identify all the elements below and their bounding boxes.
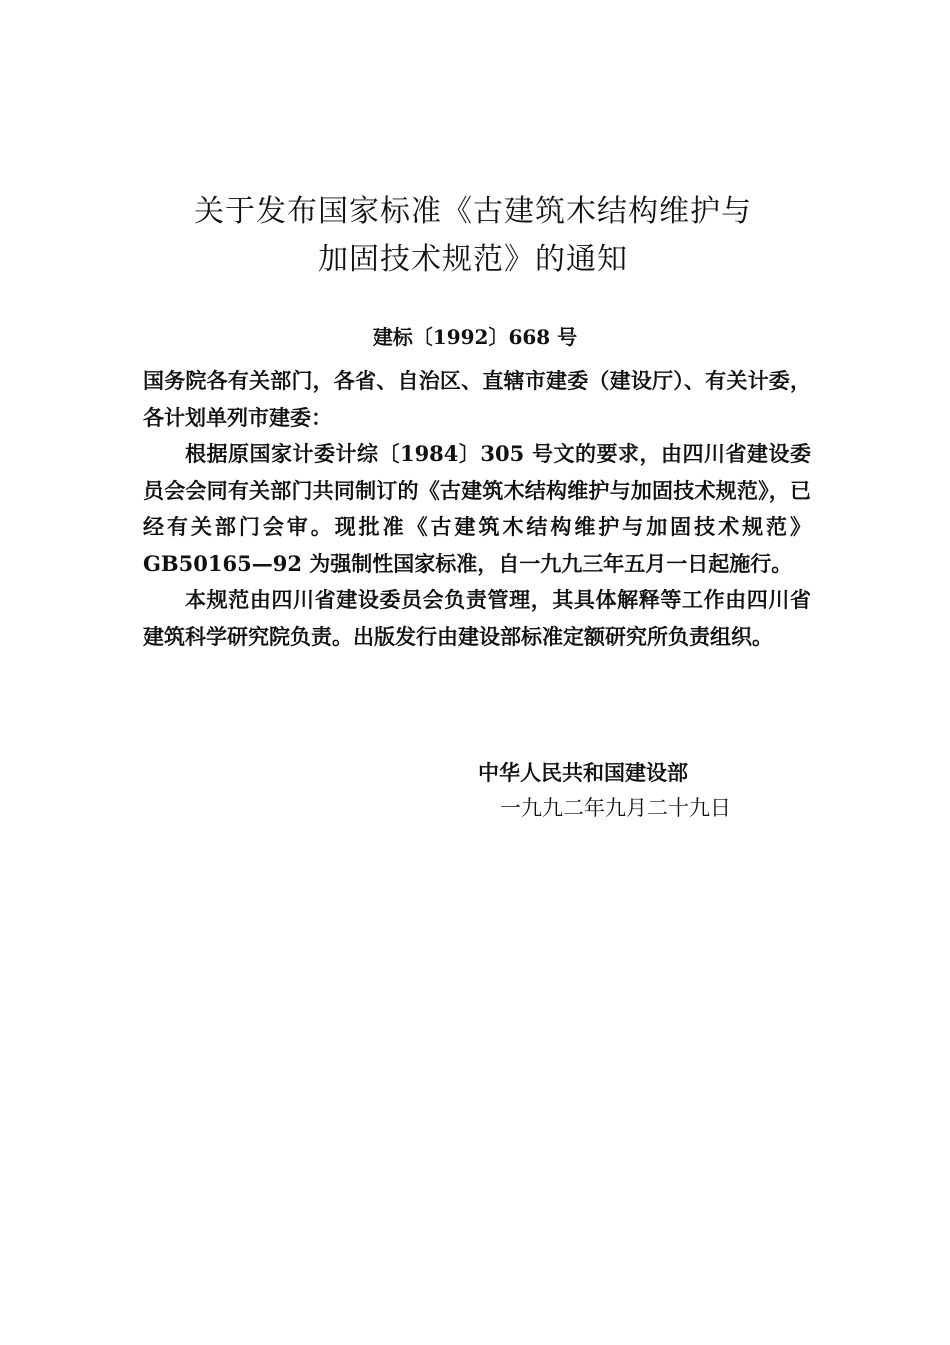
title-line-1: 关于发布国家标准《古建筑木结构维护与 bbox=[194, 194, 752, 229]
issue-date: 一九九二年九月二十九日 bbox=[500, 796, 731, 820]
body-paragraph-2: 本规范由四川省建设委员会负责管理，其具体解释等工作由四川省建筑科学研究院负责。出版发行由建设部标准定额研究所负责组织。 bbox=[143, 587, 811, 649]
title-line-2: 加固技术规范》的通知 bbox=[318, 242, 628, 277]
document-body bbox=[143, 363, 811, 655]
addressee-paragraph: 国务院各有关部门，各省、自治区、直辖市建委（建设厅）、有关计委，各计划单列市建委： bbox=[143, 368, 811, 430]
body-paragraph-1: 根据原国家计委计综〔1984〕305 号文的要求，由四川省建设委员会会同有关部门共同制订的《古建筑木结构维护与加固技术规范》，已经有关部门会审。现批准《古建筑木结构维护与加固技术规范》GB50165—92 为强制性国家标准，自一九九三年五月一日起施行。 bbox=[143, 441, 811, 576]
document-title bbox=[0, 188, 950, 284]
document-number: 建标〔1992〕668 号 bbox=[372, 325, 578, 349]
issuer-signature: 中华人民共和国建设部 bbox=[478, 760, 688, 785]
